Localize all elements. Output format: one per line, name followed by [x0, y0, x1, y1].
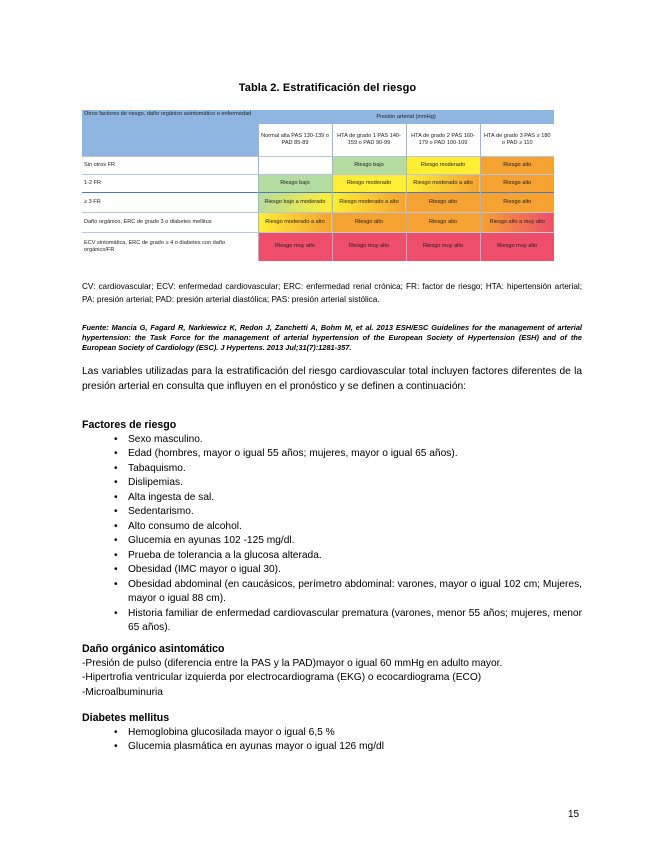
intro-paragraph: Las variables utilizadas para la estratificación del riesgo cardiovascular total incluyen factores diferentes de la presión arterial en consulta que influyen en el pronóstico y se definen a continuación: — [82, 366, 582, 392]
list-item: • Glucemia plasmática en ayunas mayor o igual 126 mg/dl — [82, 740, 582, 755]
table-cell: Riesgo muy alto — [480, 233, 554, 261]
list-item: • Glucemia en ayunas 102 -125 mg/dl. — [82, 534, 582, 549]
organ-damage-line: -Hipertrofia ventricular izquierda por electrocardiograma (EKG) o ecocardiograma (ECO) — [82, 672, 482, 683]
list-item: • Hemoglobina glucosilada mayor o igual 6,5 % — [82, 726, 582, 741]
row-label: Daño orgánico, ERC de grado 3 o diabetes mellitus — [82, 213, 258, 233]
row-label: 1-2 FR — [82, 175, 258, 193]
table-cell: Riesgo alto — [480, 157, 554, 175]
table-header-row — [82, 110, 554, 124]
table-cell: Riesgo bajo — [332, 157, 406, 175]
abbreviations-note: CV: cardiovascular; ECV: enfermedad cardiovascular; ERC: enfermedad renal crónica; FR: factor de riesgo; HTA: hipertensión arterial; PA: presión arterial; PAD: presión arterial diastólica; PAS: presión arterial sistólica. — [82, 282, 582, 304]
list-item: • Alta ingesta de sal. — [82, 491, 582, 506]
table-cell: Riesgo moderado — [406, 157, 480, 175]
table-cell: Riesgo muy alto — [406, 233, 480, 261]
list-item: • Alto consumo de alcohol. — [82, 520, 582, 535]
list-item: • Edad (hombres, mayor o igual 55 años; mujeres, mayor o igual 65 años). — [82, 447, 582, 462]
risk-factors-heading: Factores de riesgo — [82, 419, 177, 431]
header-top: Presión arterial (mmHg) — [258, 110, 554, 124]
table-cell: Riesgo moderado a alto — [332, 193, 406, 213]
diabetes-heading: Diabetes mellitus — [82, 712, 170, 724]
list-item: • Dislipemias. — [82, 476, 582, 491]
table-cell: Riesgo alto — [480, 175, 554, 193]
diabetes-section — [82, 711, 582, 755]
row-label: ECV sintomática, ERC de grado ≥ 4 o diabetes con daño orgánico/FR — [82, 233, 258, 261]
list-item: • Prueba de tolerancia a la glucosa alterada. — [82, 549, 582, 564]
table-cell — [258, 157, 332, 175]
table-cell: Riesgo alto — [480, 193, 554, 213]
table-cell: Riesgo moderado a alto — [406, 175, 480, 193]
risk-factors-section — [82, 418, 582, 636]
column-header: HTA de grado 1 PAS 140-159 o PAD 90-99 — [332, 124, 406, 157]
table-title: Tabla 2. Estratificación del riesgo — [238, 82, 417, 94]
table-cell: Riesgo alto — [406, 213, 480, 233]
table-cell: Riesgo alto a muy alto — [480, 213, 554, 233]
organ-damage-heading: Daño orgánico asintomático — [82, 643, 225, 655]
organ-damage-section — [82, 642, 582, 700]
header-left: Otros factores de riesgo, daño orgánico asintomático o enfermedad — [82, 110, 258, 157]
list-item: • Historia familiar de enfermedad cardiovascular prematura (varones, menor 55 años; mujeres, menor 65 años). — [82, 607, 582, 636]
table-row — [82, 157, 554, 175]
row-label: Sin otros FR — [82, 157, 258, 175]
list-item: • Obesidad (IMC mayor o igual 30). — [82, 563, 582, 578]
list-item: • Tabaquismo. — [82, 462, 582, 477]
page-number: 15 — [568, 809, 580, 820]
table-cell: Riesgo bajo a moderado — [258, 193, 332, 213]
risk-stratification-table — [82, 110, 554, 261]
diabetes-list — [82, 726, 582, 755]
table-cell: Riesgo alto — [332, 213, 406, 233]
table-row — [82, 233, 554, 261]
risk-factors-list — [82, 433, 582, 636]
table-row — [82, 175, 554, 193]
table-cell: Riesgo muy alto — [258, 233, 332, 261]
table-cell: Riesgo moderado a alto — [258, 213, 332, 233]
organ-damage-line: -Microalbuminuria — [82, 686, 163, 698]
table-cell: Riesgo alto — [406, 193, 480, 213]
row-label: ≥ 3 FR — [82, 193, 258, 213]
list-item: • Obesidad abdominal (en caucásicos, perímetro abdominal: varones, mayor o igual 102 cm; Mujeres, mayor o igual 88 cm). — [82, 578, 582, 607]
column-header: Normal alta PAS 130-139 o PAD 85-89 — [258, 124, 332, 157]
table-cell: Riesgo muy alto — [332, 233, 406, 261]
table-row — [82, 193, 554, 213]
list-item: • Sexo masculino. — [82, 433, 582, 448]
table-cell: Riesgo moderado — [332, 175, 406, 193]
source-citation: Fuente: Mancia G, Fagard R, Narkiewicz K, Redon J, Zanchetti A, Bohm M, et al. 2013 ESH/ESC Guidelines for the management of arterial hypertension: the Task Force for the management of arterial hypertension of the European Society of Hypertension (ESH) and of the European Society of Cardiology (ESC). J Hypertens. 2013 Jul;31(7):1281-357. — [82, 323, 582, 352]
table-row — [82, 213, 554, 233]
list-item: • Sedentarismo. — [82, 505, 582, 520]
column-header: HTA de grado 3 PAS ≥ 180 o PAD ≥ 110 — [480, 124, 554, 157]
table-cell: Riesgo bajo — [258, 175, 332, 193]
organ-damage-line: -Presión de pulso (diferencia entre la PAS y la PAD)mayor o igual 60 mmHg en adulto mayor. — [82, 657, 503, 669]
column-header: HTA de grado 2 PAS 160-179 o PAD 100-109 — [406, 124, 480, 157]
